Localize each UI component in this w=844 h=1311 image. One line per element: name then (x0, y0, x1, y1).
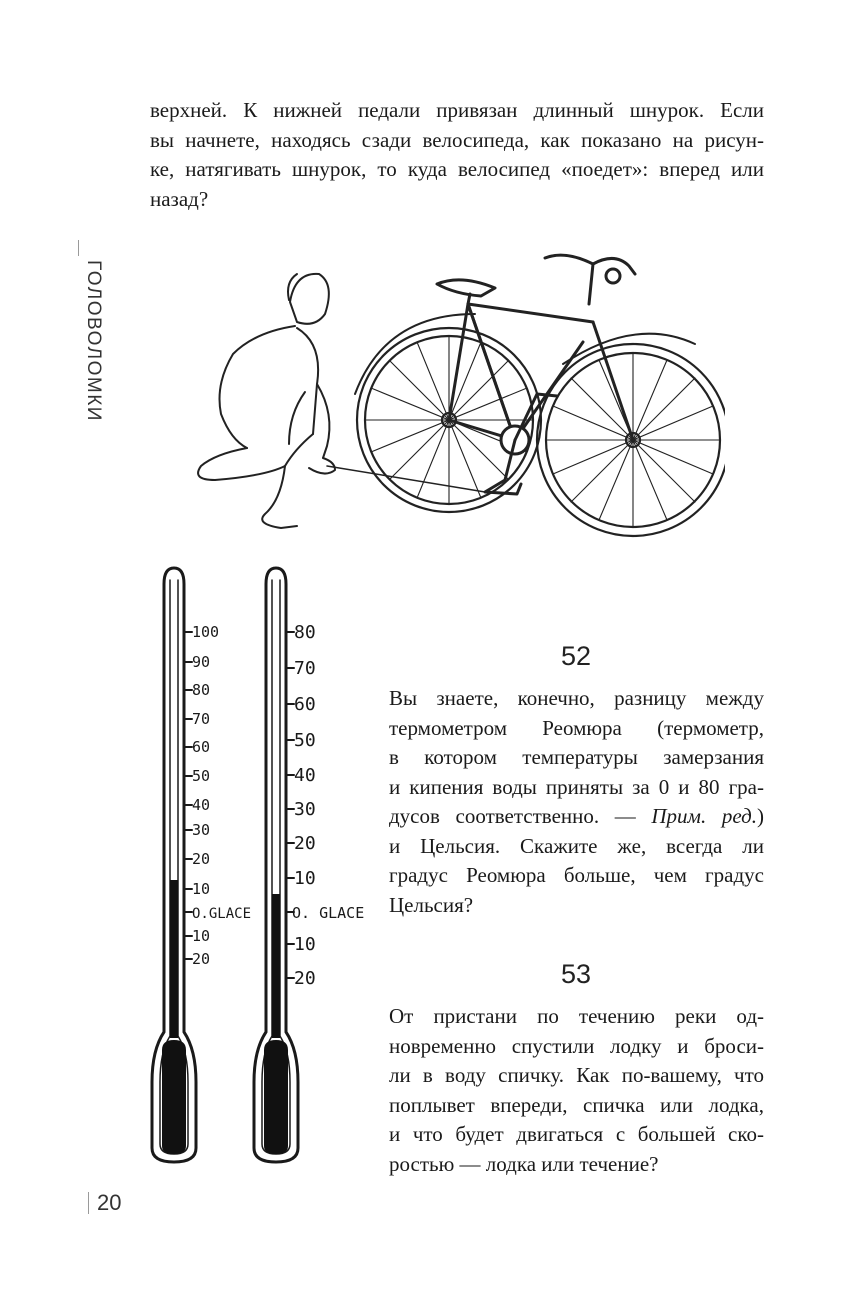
reaumur-label: 10 (294, 868, 316, 889)
celsius-label: 80 (192, 681, 211, 699)
reaumur-thermometer (254, 568, 364, 1162)
reaumur-label: 50 (294, 730, 316, 751)
problem-line: ростью — лодка или течение? (389, 1151, 659, 1176)
reaumur-label: 80 (294, 622, 316, 643)
page-number-value: 20 (97, 1190, 122, 1215)
celsius-thermometer (152, 568, 251, 1162)
front-wheel (537, 344, 725, 536)
problem-line: От пристани по течению реки од- (389, 1004, 764, 1028)
reaumur-label: 20 (294, 833, 316, 854)
problem-line: и что будет двигаться с большей ско- (389, 1122, 764, 1146)
problem-line: дусов соответственно. — (389, 804, 636, 828)
reaumur-label: 20 (294, 968, 316, 989)
problem-53-text (389, 1002, 764, 1179)
thermometers-illustration (146, 562, 380, 1170)
reaumur-label: 30 (294, 799, 316, 820)
problem-line: поплывет впереди, спичка или лодка, (389, 1092, 764, 1117)
intro-line: вы начнете, находясь сзади велосипеда, как показано на рисун- (150, 127, 764, 152)
celsius-label: 60 (192, 738, 211, 756)
problem-line: новременно спустили лодку и броси- (389, 1033, 764, 1058)
celsius-label: 20 (192, 850, 211, 868)
intro-line: ке, натягивать шнурок, то куда велосипед «поедет»: вперед или (150, 157, 764, 181)
celsius-label: 70 (192, 710, 211, 728)
bicycle-illustration (185, 244, 725, 560)
problem-line: градус Реомюра больше, чем градус (389, 863, 764, 887)
celsius-label: O.GLACE (192, 906, 252, 922)
section-label (76, 252, 116, 422)
note-close: ) (757, 804, 764, 828)
problem-52-text (389, 684, 764, 920)
problem-line: в котором температуры замерзания (389, 745, 764, 769)
celsius-label: 30 (192, 821, 211, 839)
reaumur-label: 70 (294, 658, 316, 679)
intro-line: верхней. К нижней педали привязан длинный шнурок. Если (150, 98, 764, 122)
section-label-text: ГОЛОВОЛОМКИ (83, 260, 104, 422)
celsius-label: 90 (192, 653, 211, 671)
celsius-label: 100 (192, 623, 220, 641)
problem-line: и кипения воды приняты за 0 и 80 гра- (389, 774, 764, 799)
problem-52-number: 52 (561, 641, 592, 671)
problem-line: Вы знаете, конечно, разницу между (389, 686, 764, 710)
problem-line-with-note (389, 802, 764, 832)
problem-line: ли в воду спичку. Как по-вашему, что (389, 1063, 764, 1087)
problem-53-number: 53 (561, 959, 592, 989)
editor-note: Прим. ред. (651, 804, 757, 828)
string (327, 466, 485, 492)
intro-paragraph (150, 96, 764, 214)
intro-line: назад? (150, 186, 209, 211)
section-divider (78, 240, 79, 256)
celsius-label: 40 (192, 796, 211, 814)
reaumur-label: O. GLACE (292, 904, 365, 922)
problem-line: Цельсия? (389, 892, 474, 917)
page-number-divider (88, 1192, 89, 1214)
celsius-label: 50 (192, 767, 211, 785)
celsius-label: 10 (192, 880, 211, 898)
problem-line: термометром Реомюра (термометр, (389, 715, 764, 740)
page-number (91, 1190, 121, 1216)
reaumur-label: 10 (294, 934, 316, 955)
celsius-label: 10 (192, 927, 211, 945)
reaumur-label: 60 (294, 694, 316, 715)
man-figure (198, 274, 335, 528)
reaumur-label: 40 (294, 765, 316, 786)
problem-line: и Цельсия. Скажите же, всегда ли (389, 833, 764, 858)
celsius-label: 20 (192, 950, 211, 968)
